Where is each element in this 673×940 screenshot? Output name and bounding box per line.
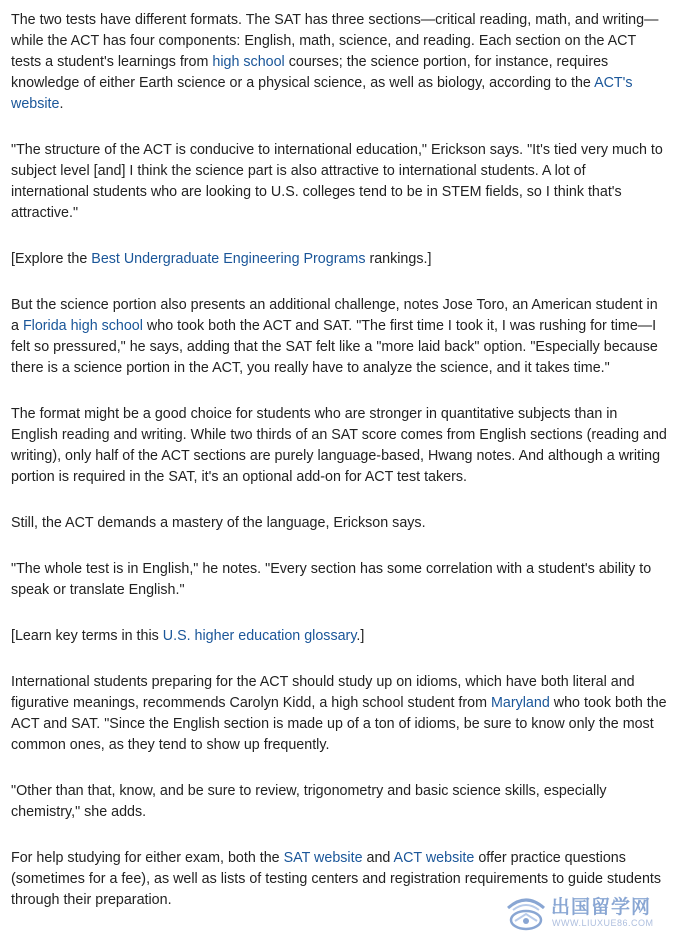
paragraph-text: "The structure of the ACT is conducive to international education," Erickson says. "It's tied very much to subject level [and] I think the science part is also attractive to international students. A lot of international students who are looking to U.S. colleges tend to be in STEM fields, so I think that's attractive." [11, 142, 663, 221]
article-paragraph [11, 404, 667, 488]
paragraph-text: who took both the ACT and SAT. "Since the English section is made up of a ton of idioms, be sure to know only the most common ones, as they tend to show up frequently. [11, 695, 667, 753]
link-best-undergraduate-engineering-programs[interactable]: Best Undergraduate Engineering Programs [91, 251, 366, 267]
paragraph-text: [Explore the [11, 251, 92, 267]
site-watermark [505, 890, 671, 936]
link-high-school[interactable]: high school [212, 54, 285, 70]
paragraph-text: courses; the science portion, for instance, requires knowledge of either Earth science or a physical science, as well as biology, according to the [11, 54, 609, 91]
link-acts-website[interactable]: ACT's website [11, 75, 633, 112]
watermark-url: WWW.LIUXUE86.COM [552, 918, 654, 928]
article-paragraph [11, 295, 667, 379]
link-us-higher-education-glossary[interactable]: U.S. higher education glossary [162, 628, 357, 644]
article-paragraph [11, 140, 667, 224]
link-florida-high-school[interactable]: Florida high school [22, 318, 143, 334]
paragraph-text: For help studying for either exam, both the [11, 850, 284, 866]
paragraph-text: who took both the ACT and SAT. "The first time I took it, I was rushing for time—I felt so pressured," he says, adding that the SAT felt like a "more laid back" option. "Especially because there is a science portion in the ACT, you really have to analyze the science, and it takes time." [11, 318, 658, 376]
paragraph-text: "Other than that, know, and be sure to review, trigonometry and basic science skills, especially chemistry," she adds. [11, 783, 607, 820]
paragraph-text: offer practice questions (sometimes for a fee), as well as lists of testing centers and registration requirements to guide students through their preparation. [11, 850, 662, 908]
link-maryland[interactable]: Maryland [490, 695, 550, 711]
article-body [11, 10, 667, 936]
paragraph-text: and [362, 850, 394, 866]
link-sat-website[interactable]: SAT website [283, 850, 363, 866]
paragraph-text: [Learn key terms in this [11, 628, 163, 644]
article-paragraph [11, 249, 667, 270]
paragraph-text: The format might be a good choice for students who are stronger in quantitative subjects than in English reading and writing. While two thirds of an SAT score comes from English sections (reading and writing), only half of the ACT sections are purely language-based, Hwang notes. And although a writing portion is required in the SAT, it's an optional add-on for ACT test takers. [11, 406, 667, 485]
article-paragraph [11, 513, 667, 534]
article-paragraph [11, 626, 667, 647]
article-paragraph [11, 781, 667, 823]
paragraph-text: rankings.] [365, 251, 432, 267]
paragraph-text: . [59, 96, 64, 112]
article-paragraph [11, 10, 667, 115]
paragraph-text: .] [356, 628, 365, 644]
paragraph-text: International students preparing for the ACT should study up on idioms, which have both literal and figurative meanings, recommends Carolyn Kidd, a high school student from [11, 674, 635, 711]
watermark-title: 出国留学网 [551, 896, 652, 918]
paragraph-text: But the science portion also presents an additional challenge, notes Jose Toro, an American student in a [11, 297, 658, 334]
paragraph-text: "The whole test is in English," he notes. "Every section has some correlation with a student's ability to speak or translate English." [11, 561, 652, 598]
paragraph-text: The two tests have different formats. The SAT has three sections—critical reading, math, and writing—while the ACT has four components: English, math, science, and reading. Each section on the ACT tests a student's learnings from [11, 12, 659, 70]
link-act-website[interactable]: ACT website [393, 850, 475, 866]
paragraph-text: Still, the ACT demands a mastery of the language, Erickson says. [11, 515, 426, 531]
article-paragraph [11, 672, 667, 756]
article-paragraph [11, 559, 667, 601]
